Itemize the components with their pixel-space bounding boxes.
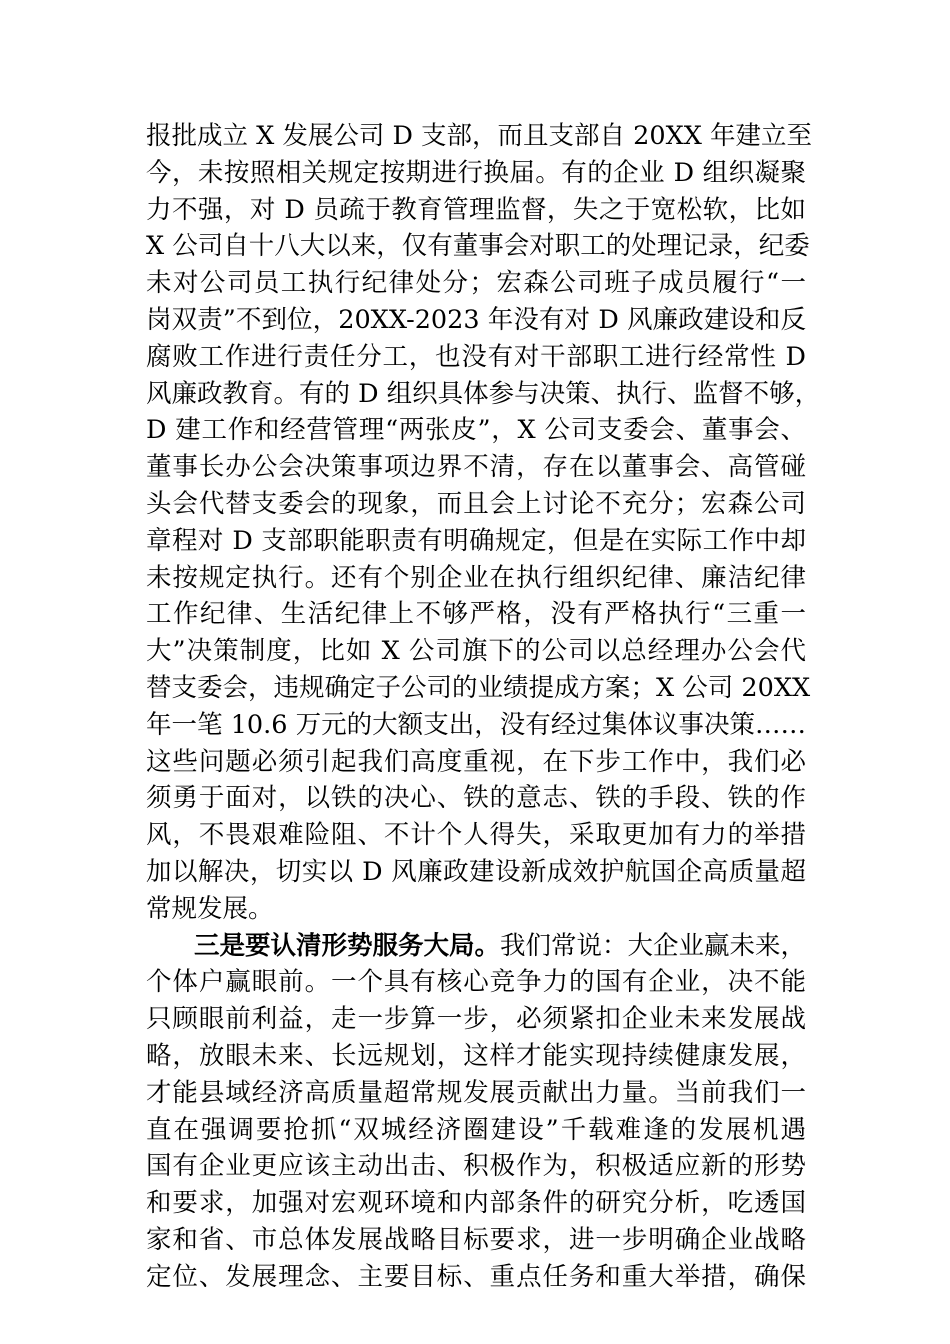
text-line: 家和省、市总体发展战略目标要求，进一步明确企业战略 [146, 1224, 806, 1255]
text-line: 工作纪律、生活纪律上不够严格，没有严格执行“三重一 [146, 599, 806, 630]
text-line: 年一笔 10.6 万元的大额支出，没有经过集体议事决策…… [146, 709, 806, 740]
text-line: 风廉政教育。有的 D 组织具体参与决策、执行、监督不够， [146, 378, 821, 409]
text-line: 董事长办公会决策事项边界不清，存在以董事会、高管碰 [146, 452, 806, 483]
text-line: 这些问题必须引起我们高度重视，在下步工作中，我们必 [146, 746, 806, 777]
text-line: 岗双责”不到位，20XX-2023 年没有对 D 风廉政建设和反 [146, 304, 806, 335]
paragraph-first-line [146, 928, 806, 965]
text-line: 加以解决，切实以 D 风廉政建设新成效护航国企高质量超 [146, 856, 806, 887]
text-line: 腐败工作进行责任分工，也没有对干部职工进行经常性 D [146, 341, 806, 372]
text-line: X 公司自十八大以来，仅有董事会对职工的处理记录，纪委 [146, 231, 810, 262]
text-line: 力不强，对 D 员疏于教育管理监督，失之于宽松软，比如 [146, 194, 806, 225]
text-line: 今，未按照相关规定按期进行换届。有的企业 D 组织凝聚 [146, 157, 806, 188]
paragraph-2 [146, 928, 806, 1296]
text-line: 只顾眼前利益，走一步算一步，必须紧扣企业未来发展战 [146, 1004, 806, 1035]
text-line: 未对公司员工执行纪律处分；宏森公司班子成员履行“一 [146, 268, 806, 299]
text-line: 定位、发展理念、主要目标、重点任务和重大举措，确保 [146, 1261, 806, 1292]
text-line: 未按规定执行。还有个别企业在执行组织纪律、廉洁纪律 [146, 562, 806, 593]
text-line: 头会代替支委会的现象，而且会上讨论不充分；宏森公司 [146, 488, 806, 519]
text-line: 大”决策制度，比如 X 公司旗下的公司以总经理办公会代 [146, 636, 806, 667]
text-line: 章程对 D 支部职能职责有明确规定，但是在实际工作中却 [146, 525, 806, 556]
text-line: D 建工作和经营管理“两张皮”，X 公司支委会、董事会、 [146, 415, 806, 446]
text-line: 略，放眼未来、长远规划，这样才能实现持续健康发展， [146, 1040, 806, 1071]
text-run: 我们常说：大企业赢未来， [500, 930, 807, 961]
document-body [146, 118, 821, 1296]
text-line: 须勇于面对，以铁的决心、铁的意志、铁的手段、铁的作 [146, 783, 806, 814]
paragraph-1 [146, 118, 821, 928]
text-line: 才能县域经济高质量超常规发展贡献出力量。当前我们一 [146, 1077, 806, 1108]
text-line: 和要求，加强对宏观环境和内部条件的研究分析，吃透国 [146, 1188, 806, 1219]
text-line: 个体户赢眼前。一个具有核心竞争力的国有企业，决不能 [146, 967, 806, 998]
text-line: 直在强调要抢抓“双城经济圈建设”千载难逢的发展机遇 [146, 1114, 806, 1145]
text-line: 常规发展。 [146, 893, 274, 924]
text-line: 风，不畏艰难险阻、不计个人得失，采取更加有力的举措 [146, 820, 806, 851]
text-line: 替支委会，违规确定子公司的业绩提成方案；X 公司 20XX [146, 672, 811, 703]
paragraph-lead-heading: 三是要认清形势服务大局。 [194, 930, 501, 961]
text-line: 报批成立 X 发展公司 D 支部，而且支部自 20XX 年建立至 [146, 121, 812, 151]
text-line: 国有企业更应该主动出击、积极作为，积极适应新的形势 [146, 1151, 806, 1182]
